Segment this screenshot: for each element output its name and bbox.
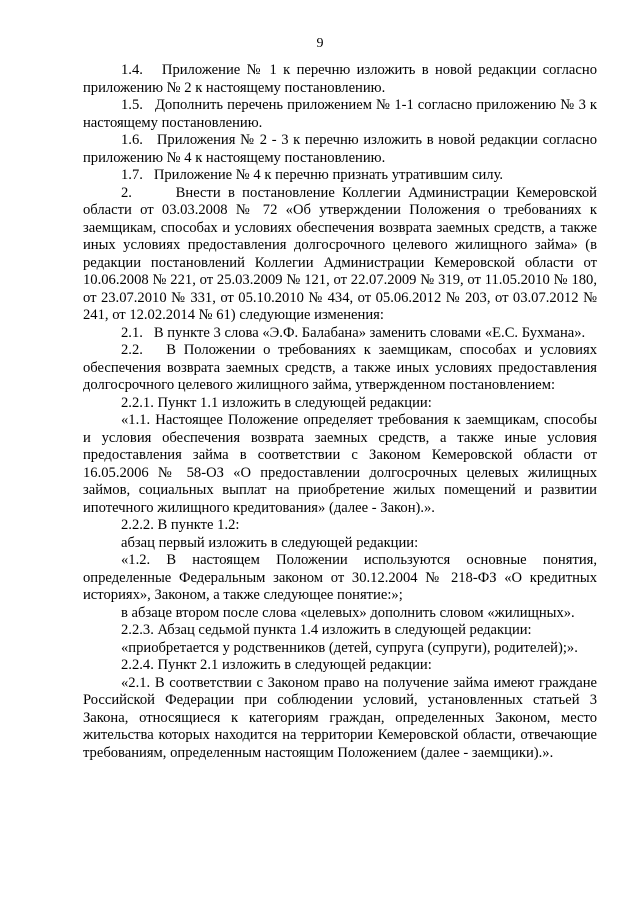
paragraph-2-1-quote: «2.1. В соответствии с Законом право на получение займа имеют граждане Российской Федерации при соблюдении условий, установленных статьей 3 Закона, относящиеся к категориям граждан, определенных Законом, место жительства которых находится на территории Кемеровской области, отвечающие требованиям, определенным настоящим Положением (далее - заемщики).».: [83, 674, 597, 761]
paragraph-1-2-quote: «1.2. В настоящем Положении используются основные понятия, определенные Федеральным законом от 30.12.2004 № 218-ФЗ «О кредитных историях», Законом, а также следующее понятие:»;: [83, 552, 597, 603]
paragraph-2-1: 2.1. В пункте 3 слова «Э.Ф. Балабана» заменить словами «Е.С. Бухмана».: [121, 324, 586, 341]
paragraph-abzac-second: в абзаце втором после слова «целевых» дополнить словом «жилищных».: [121, 604, 575, 621]
paragraph-2-2-2: 2.2.2. В пункте 1.2:: [121, 517, 240, 533]
paragraph-2-2: 2.2. В Положении о требованиях к заемщикам, способах и условиях обеспечения возврата заемных средств, а также иных условиях предоставления долгосрочного целевого жилищного займа, утвержденном постановлением:: [83, 342, 597, 393]
page-number: 9: [316, 36, 324, 51]
paragraph-1-4: 1.4. Приложение № 1 к перечню изложить в новой редакции согласно приложению № 2 к настоящему постановлению.: [83, 62, 597, 96]
document-body: [83, 62, 597, 762]
paragraph-1-7: 1.7. Приложение № 4 к перечню признать утратившим силу.: [121, 167, 504, 183]
paragraph-2-2-1: 2.2.1. Пункт 1.1 изложить в следующей редакции:: [121, 394, 432, 411]
paragraph-relatives-quote: «приобретается у родственников (детей, супруга (супруги), родителей);».: [121, 639, 578, 656]
paragraph-2-2-4: 2.2.4. Пункт 2.1 изложить в следующей редакции:: [121, 657, 432, 673]
paragraph-2-2-3: 2.2.3. Абзац седьмой пункта 1.4 изложить в следующей редакции:: [121, 622, 532, 638]
paragraph-abzac-first: абзац первый изложить в следующей редакции:: [121, 534, 419, 551]
paragraph-1-1-quote: «1.1. Настоящее Положение определяет требования к заемщикам, способы и условия обеспечения возврата заемных средств, а также иные условия предоставления займа в соответствии с Законом Кемеровской области от 16.05.2006 № 58-ОЗ «О предоставлении долгосрочных целевых жилищных займов, социальных выплат на приобретение жилых помещений и развитии ипотечного жилищного кредитования» (далее - Закон).».: [83, 412, 597, 516]
paragraph-2: 2. Внести в постановление Коллегии Администрации Кемеровской области от 03.03.2008 № 72 «Об утверждении Положения о требованиях к заемщикам, способах и условиях обеспечения возврата заемных средств, а также иных условиях предоставления долгосрочного целевого жилищного займа» (в редакции постановлений Коллегии Администрации Кемеровской области от 10.06.2008 № 221, от 25.03.2009 № 121, от 22.07.2009 № 319, от 11.05.2010 № 180, от 23.07.2010 № 331, от 05.10.2010 № 434, от 05.06.2012 № 203, от 03.07.2012 № 241, от 12.02.2014 № 61) следующие изменения:: [83, 184, 597, 323]
paragraph-1-5: 1.5. Дополнить перечень приложением № 1-1 согласно приложению № 3 к настоящему постановлению.: [83, 97, 597, 131]
paragraph-1-6: 1.6. Приложения № 2 - 3 к перечню изложить в новой редакции согласно приложению № 4 к настоящему постановлению.: [83, 132, 597, 166]
